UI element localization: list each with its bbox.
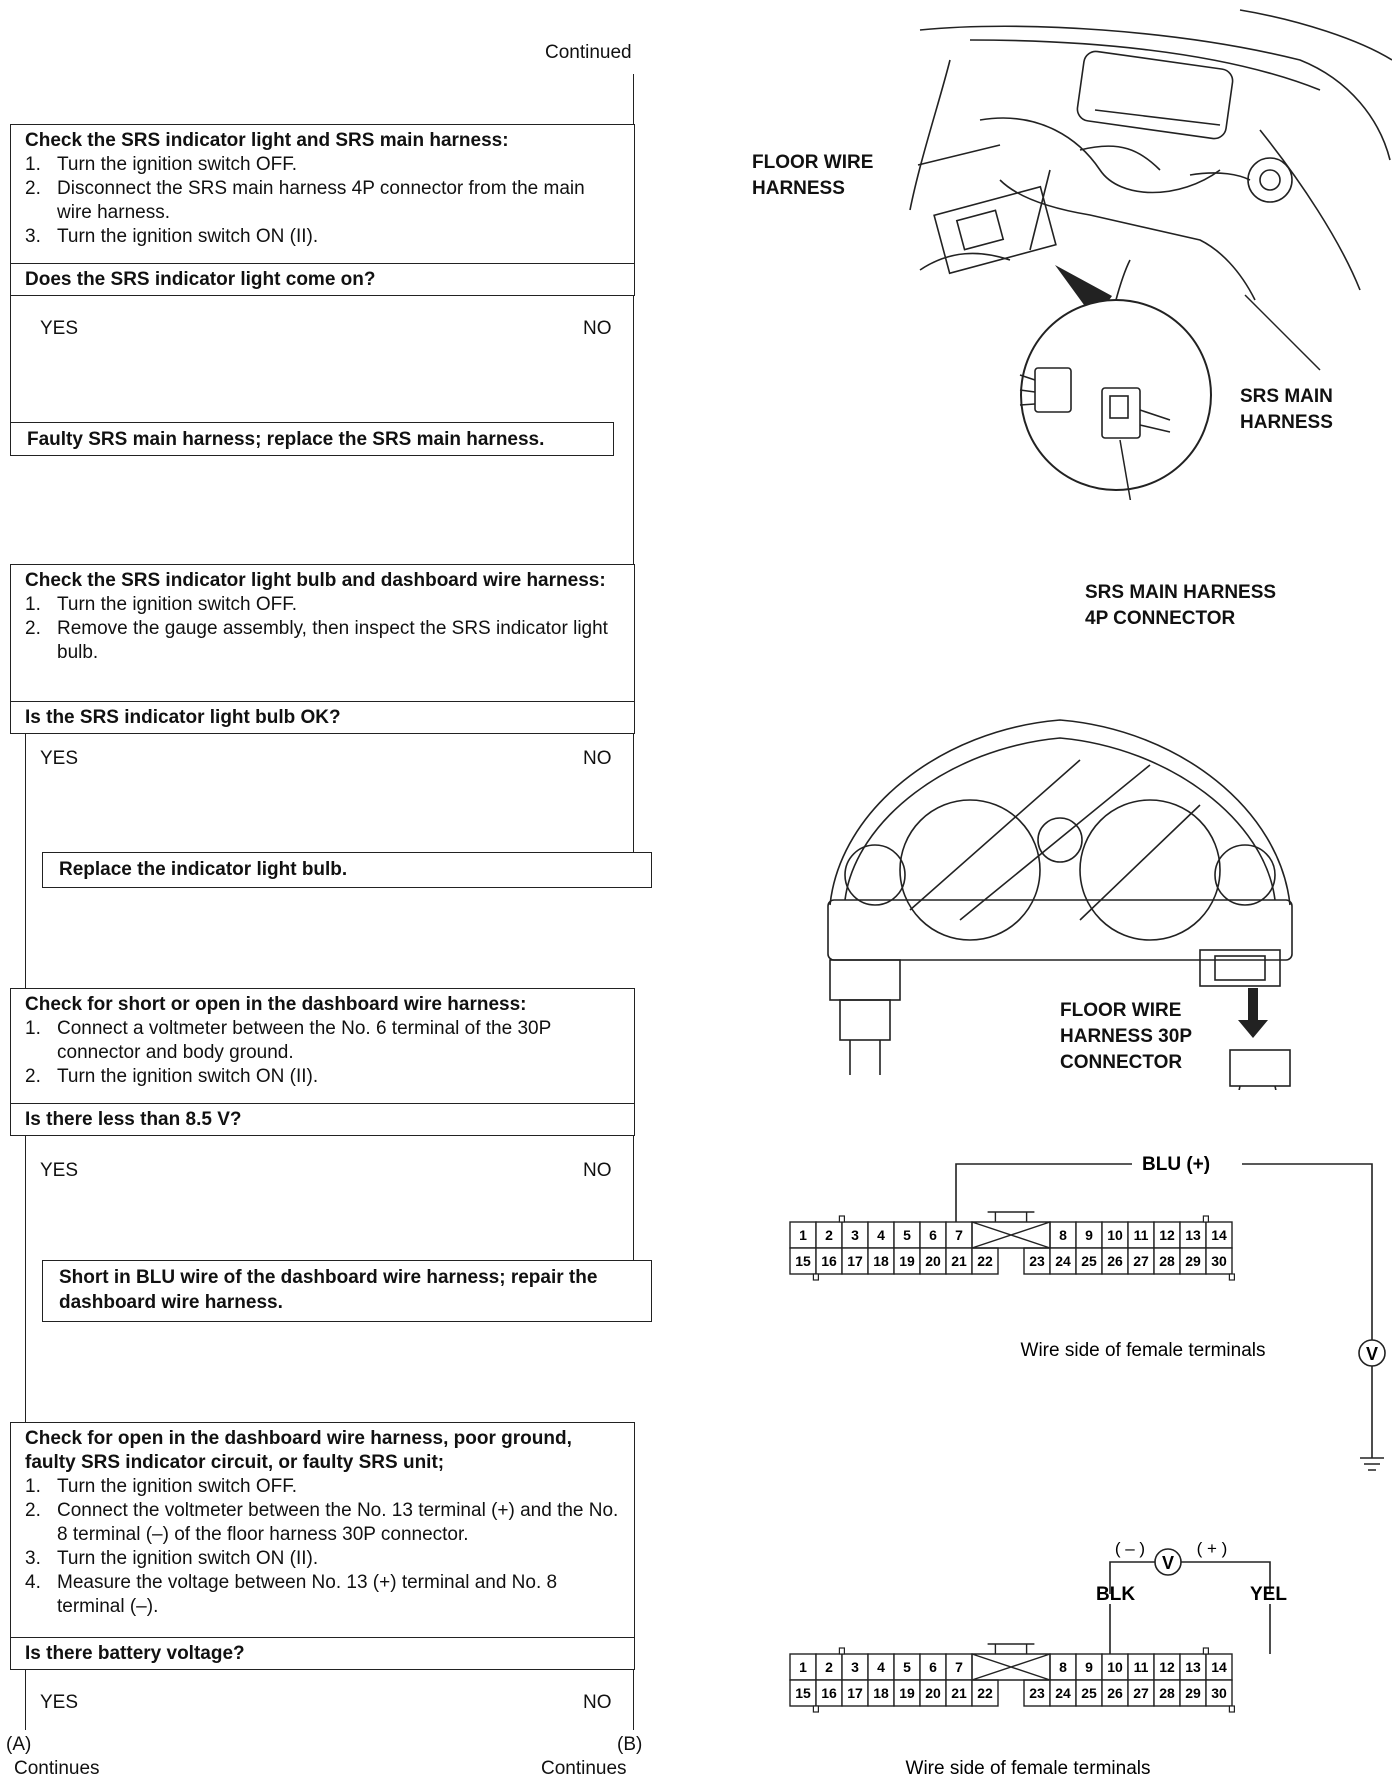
flow-line	[633, 734, 634, 852]
terminal-20-label: 20	[925, 1253, 941, 1269]
floor-wire-harness-30p-label: FLOOR WIRE HARNESS 30P CONNECTOR	[1060, 1000, 1192, 1073]
step2-heading: Check the SRS indicator light bulb and dashboard wire harness:	[25, 570, 606, 591]
terminal-14-label: 14	[1211, 1227, 1227, 1243]
terminal-24-label: 24	[1055, 1685, 1071, 1701]
terminal-5-label: 5	[903, 1659, 911, 1675]
terminal-21-label: 21	[951, 1685, 967, 1701]
terminal-27-label: 27	[1133, 1685, 1149, 1701]
terminal-28-label: 28	[1159, 1253, 1175, 1269]
terminal-13-label: 13	[1185, 1659, 1201, 1675]
terminal-20-label: 20	[925, 1685, 941, 1701]
conn2-terminals	[790, 1644, 1234, 1712]
step1-box	[10, 124, 635, 264]
terminal-9-label: 9	[1085, 1227, 1093, 1243]
terminal-3-label: 3	[851, 1659, 859, 1675]
terminal-6-label: 6	[929, 1659, 937, 1675]
conn2-caption: Wire side of female terminals	[905, 1758, 1151, 1779]
step1-no: NO	[583, 318, 612, 339]
terminal-24-label: 24	[1055, 1253, 1071, 1269]
terminal-14-label: 14	[1211, 1659, 1227, 1675]
step3-yes: YES	[40, 1160, 79, 1181]
step2-steps	[11, 593, 634, 669]
terminal-18-label: 18	[873, 1253, 889, 1269]
conn2-plus-label: ( + )	[1196, 1539, 1228, 1558]
conn1-blu-label: BLU (+)	[1142, 1154, 1211, 1175]
terminal-15-label: 15	[795, 1685, 811, 1701]
step4-item-4: 4. Measure the voltage between No. 13 (+) terminal and No. 8 terminal (–).	[25, 1572, 558, 1617]
step3-steps	[11, 1017, 634, 1093]
terminal-23-label: 23	[1029, 1253, 1045, 1269]
terminal-3-label: 3	[851, 1227, 859, 1243]
branch-b-label: (B)	[617, 1734, 643, 1755]
connector-key	[813, 1706, 818, 1712]
connector-key	[1203, 1216, 1208, 1222]
step1-item-1: 1. Turn the ignition switch OFF.	[25, 154, 298, 175]
flow-line	[25, 1670, 26, 1730]
step4-no: NO	[583, 1692, 612, 1713]
conn1-terminals	[790, 1212, 1234, 1280]
terminal-21-label: 21	[951, 1253, 967, 1269]
conn2-blk-label: BLK	[1096, 1584, 1136, 1605]
terminal-13-label: 13	[1185, 1227, 1201, 1243]
floor-wire-harness-label: FLOOR WIRE HARNESS	[752, 152, 874, 199]
step4-heading: Check for open in the dashboard wire harness, poor ground, faulty SRS indicator circuit, or faulty SRS unit;	[25, 1428, 572, 1473]
terminal-29-label: 29	[1185, 1253, 1201, 1269]
step2-item-1: 1. Turn the ignition switch OFF.	[25, 594, 298, 615]
terminal-17-label: 17	[847, 1685, 863, 1701]
terminal-11-label: 11	[1133, 1227, 1149, 1243]
branch-a-continues: Continues	[14, 1758, 100, 1779]
connector-diagram-1	[780, 1130, 1392, 1490]
step4-question: Is there battery voltage?	[10, 1638, 635, 1670]
terminal-27-label: 27	[1133, 1253, 1149, 1269]
step4-item-1: 1. Turn the ignition switch OFF.	[25, 1476, 298, 1497]
terminal-19-label: 19	[899, 1685, 915, 1701]
conn1-caption: Wire side of female terminals	[1020, 1340, 1266, 1361]
flow-line	[25, 734, 26, 988]
terminal-30-label: 30	[1211, 1685, 1227, 1701]
terminal-12-label: 12	[1159, 1659, 1175, 1675]
step1-item-2: 2. Disconnect the SRS main harness 4P connector from the main wire harness.	[25, 178, 585, 223]
step3-heading: Check for short or open in the dashboard wire harness:	[25, 994, 527, 1015]
terminal-8-label: 8	[1059, 1227, 1067, 1243]
step4-yes: YES	[40, 1692, 79, 1713]
terminal-4-label: 4	[877, 1227, 885, 1243]
terminal-28-label: 28	[1159, 1685, 1175, 1701]
step1-question: Does the SRS indicator light come on?	[10, 264, 635, 296]
flow-line	[633, 74, 634, 124]
connector-lock-tab	[972, 1212, 1050, 1248]
step3-no: NO	[583, 1160, 612, 1181]
terminal-1-label: 1	[799, 1227, 807, 1243]
terminal-22-label: 22	[977, 1685, 993, 1701]
conn2-yel-label: YEL	[1250, 1584, 1287, 1605]
step3-box	[10, 988, 635, 1104]
terminal-19-label: 19	[899, 1253, 915, 1269]
step2-no: NO	[583, 748, 612, 769]
step1-yes: YES	[40, 318, 79, 339]
terminal-9-label: 9	[1085, 1659, 1093, 1675]
terminal-8-label: 8	[1059, 1659, 1067, 1675]
conn2-meter-v: V	[1161, 1553, 1175, 1573]
terminal-7-label: 7	[955, 1227, 963, 1243]
terminal-11-label: 11	[1133, 1659, 1149, 1675]
terminal-10-label: 10	[1107, 1227, 1123, 1243]
terminal-2-label: 2	[825, 1227, 833, 1243]
terminal-4-label: 4	[877, 1659, 885, 1675]
terminal-25-label: 25	[1081, 1685, 1097, 1701]
terminal-26-label: 26	[1107, 1253, 1123, 1269]
step4-box	[10, 1422, 635, 1638]
flow-line	[633, 296, 634, 566]
flow-line	[633, 1670, 634, 1730]
flow-line	[633, 1136, 634, 1260]
terminal-23-label: 23	[1029, 1685, 1045, 1701]
connector-key	[1229, 1706, 1234, 1712]
terminal-6-label: 6	[929, 1227, 937, 1243]
step2-box	[10, 564, 635, 702]
flow-line	[25, 1136, 26, 1456]
conn2-minus-label: ( – )	[1114, 1539, 1146, 1558]
step3-item-1: 1. Connect a voltmeter between the No. 6 terminal of the 30P connector and body ground.	[25, 1018, 551, 1063]
connector-key	[839, 1216, 844, 1222]
step1-item-3: 3. Turn the ignition switch ON (II).	[25, 226, 319, 247]
terminal-25-label: 25	[1081, 1253, 1097, 1269]
step2-item-2: 2. Remove the gauge assembly, then inspect the SRS indicator light bulb.	[25, 618, 608, 663]
step3-question: Is there less than 8.5 V?	[10, 1104, 635, 1136]
flow-line	[10, 296, 11, 422]
terminal-2-label: 2	[825, 1659, 833, 1675]
terminal-12-label: 12	[1159, 1227, 1175, 1243]
branch-b-continues: Continues	[541, 1758, 627, 1779]
terminal-22-label: 22	[977, 1253, 993, 1269]
terminal-5-label: 5	[903, 1227, 911, 1243]
terminal-16-label: 16	[821, 1253, 837, 1269]
step1-result: Faulty SRS main harness; replace the SRS main harness.	[10, 422, 614, 456]
srs-4p-connector-label: SRS MAIN HARNESS 4P CONNECTOR	[1085, 582, 1277, 629]
step3-item-2: 2. Turn the ignition switch ON (II).	[25, 1066, 319, 1087]
terminal-17-label: 17	[847, 1253, 863, 1269]
step1-steps	[11, 153, 634, 253]
connector-diagram-2	[780, 1530, 1340, 1784]
connector-key	[1203, 1648, 1208, 1654]
terminal-16-label: 16	[821, 1685, 837, 1701]
step1-heading: Check the SRS indicator light and SRS main harness:	[25, 130, 509, 151]
branch-a-label: (A)	[6, 1734, 32, 1755]
step2-yes: YES	[40, 748, 79, 769]
connector-lock-tab	[972, 1644, 1050, 1680]
step4-steps	[11, 1475, 634, 1623]
connector-key	[1229, 1274, 1234, 1280]
step2-question: Is the SRS indicator light bulb OK?	[10, 702, 635, 734]
srs-main-harness-label: SRS MAIN HARNESS	[1240, 386, 1333, 433]
terminal-7-label: 7	[955, 1659, 963, 1675]
step4-item-3: 3. Turn the ignition switch ON (II).	[25, 1548, 319, 1569]
step3-result: Short in BLU wire of the dashboard wire harness; repair the dashboard wire harness.	[42, 1260, 652, 1322]
connector-key	[839, 1648, 844, 1654]
terminal-15-label: 15	[795, 1253, 811, 1269]
terminal-10-label: 10	[1107, 1659, 1123, 1675]
connector-key	[813, 1274, 818, 1280]
terminal-30-label: 30	[1211, 1253, 1227, 1269]
step4-item-2: 2. Connect the voltmeter between the No. 13 terminal (+) and the No. 8 terminal (–) of the floor harness 30P connector.	[25, 1500, 619, 1545]
continued-top-label: Continued	[545, 42, 632, 63]
step2-result: Replace the indicator light bulb.	[42, 852, 652, 888]
terminal-29-label: 29	[1185, 1685, 1201, 1701]
conn1-meter-v: V	[1365, 1344, 1379, 1364]
terminal-1-label: 1	[799, 1659, 807, 1675]
terminal-26-label: 26	[1107, 1685, 1123, 1701]
terminal-18-label: 18	[873, 1685, 889, 1701]
